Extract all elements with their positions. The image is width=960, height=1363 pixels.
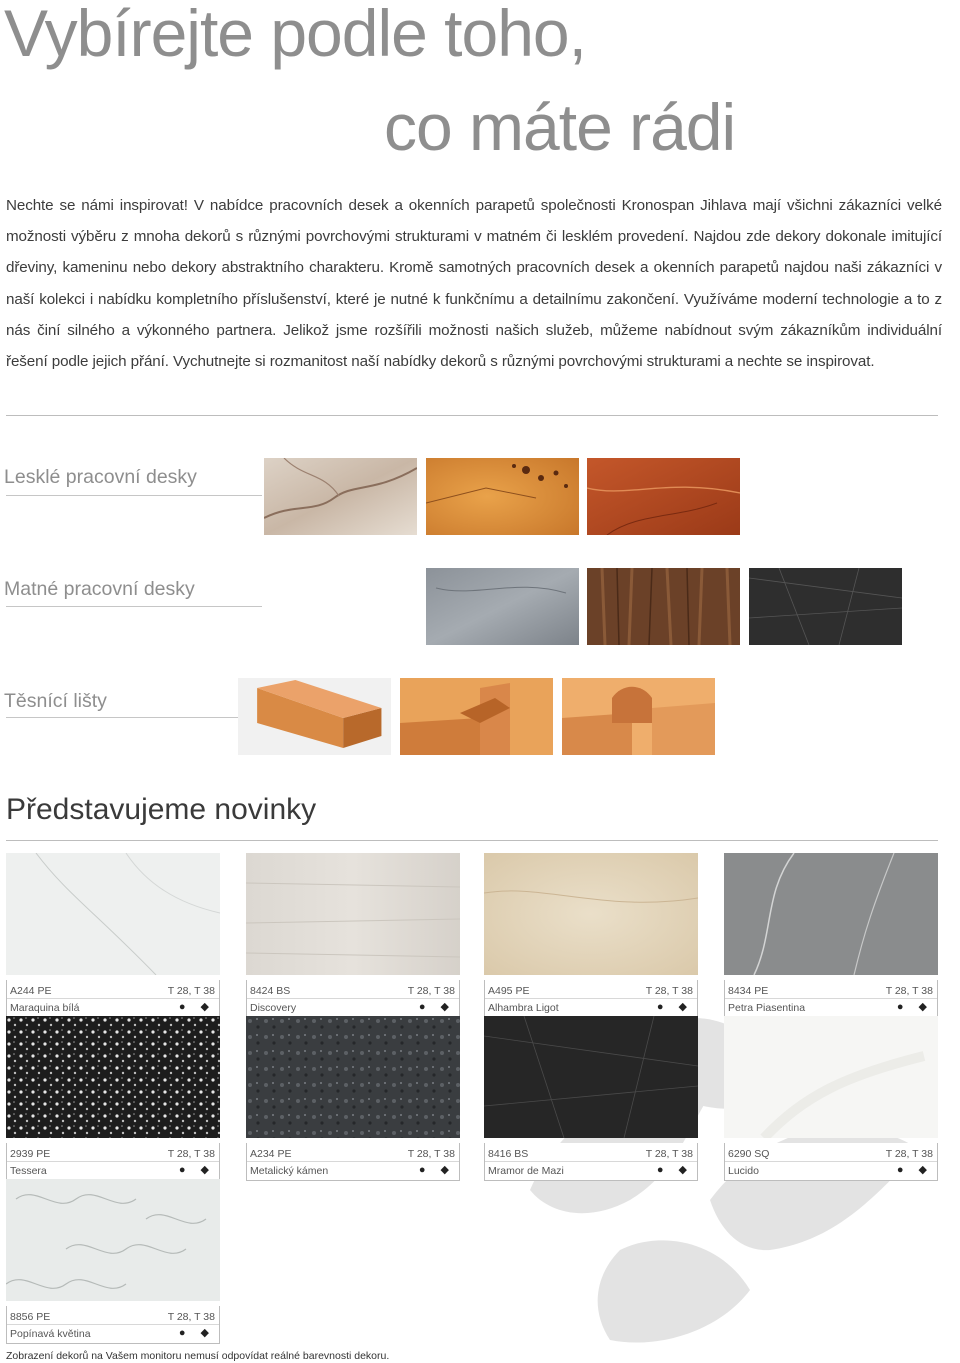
decor-name: Maraquina bílá bbox=[10, 1002, 80, 1014]
availability-symbols: ● ◆ bbox=[656, 1001, 693, 1013]
swatch-matte-slate bbox=[426, 568, 579, 645]
decor-name: Metalický kámen bbox=[250, 1165, 329, 1177]
decor-code: 8416 BS bbox=[488, 1148, 529, 1160]
page-title-line-2: co máte rádi bbox=[384, 90, 736, 164]
decor-thickness: T 28, T 38 bbox=[167, 985, 215, 997]
decor-image-maraquina bbox=[6, 853, 220, 975]
seal-strip-photo-2 bbox=[400, 678, 553, 755]
decor-thickness: T 28, T 38 bbox=[885, 1148, 933, 1160]
availability-symbols: ● ◆ bbox=[178, 1164, 215, 1176]
decor-name: Mramor de Mazi bbox=[488, 1165, 564, 1177]
decor-code: 6290 SQ bbox=[728, 1148, 770, 1160]
decor-tile bbox=[724, 853, 938, 1018]
availability-symbols: ● ◆ bbox=[656, 1164, 693, 1176]
decor-image-mramor bbox=[484, 1016, 698, 1138]
novinky-heading: Představujeme novinky bbox=[6, 793, 317, 826]
decor-tile bbox=[724, 1016, 938, 1181]
decor-tile bbox=[6, 1179, 220, 1344]
footnote: Zobrazení dekorů na Vašem monitoru nemusí odpovídat reálné barevnosti dekoru. bbox=[6, 1350, 390, 1362]
decor-tile bbox=[484, 853, 698, 1018]
decor-code: 8424 BS bbox=[250, 985, 291, 997]
decor-thickness: T 28, T 38 bbox=[407, 1148, 455, 1160]
decor-name: Lucido bbox=[728, 1165, 759, 1177]
availability-symbols: ● ◆ bbox=[896, 1001, 933, 1013]
decor-code: 2939 PE bbox=[10, 1148, 51, 1160]
section-divider bbox=[6, 415, 938, 416]
section-divider bbox=[6, 840, 938, 841]
decor-code: A234 PE bbox=[250, 1148, 292, 1160]
decor-image-discovery bbox=[246, 853, 460, 975]
decor-code: A244 PE bbox=[10, 985, 52, 997]
decor-name: Alhambra Ligot bbox=[488, 1002, 559, 1014]
decor-tile bbox=[246, 853, 460, 1018]
availability-symbols: ● ◆ bbox=[418, 1164, 455, 1176]
seal-strip-photo-1 bbox=[238, 678, 391, 755]
decor-name: Tessera bbox=[10, 1165, 47, 1177]
decor-name: Petra Piasentina bbox=[728, 1002, 806, 1014]
decor-thickness: T 28, T 38 bbox=[885, 985, 933, 997]
decor-image-popinava-kvetina bbox=[6, 1179, 220, 1301]
category-underline bbox=[6, 717, 262, 718]
category-label-seals: Těsnící lišty bbox=[4, 690, 107, 712]
intro-paragraph: Nechte se námi inspirovat! V nabídce pracovních desek a okenních parapetů společnosti Kronospan Jihlava mají všichni zákazníci velké možnosti výběru z mnoha dekorů s různými povrchovými strukturami v matném či lesklém provedení. Najdou zde dekory dokonale imitující dřeviny, kameninu nebo dekory abstraktního charakteru. Kromě samotných pracovních desek a okenních parapetů najdou naši zákazníci v naší kolekci i nabídku kompletního příslušenství, které je nutné k funkčnímu a detailnímu zakončení. Využíváme moderní technologie a to z nás činí silného a výkonného partnera. Jelikož jsme rozšířili možnosti našich služeb, můžeme nabídnout svým zákazníkům individuální řešení podle jejich přání. Vychutnejte si rozmanitost naší nabídky dekorů s různými povrchovými strukturami a nechte se inspirovat. bbox=[6, 197, 942, 371]
swatch-matte-dark-stone bbox=[749, 568, 902, 645]
decor-tile bbox=[6, 853, 220, 1018]
availability-symbols: ● ◆ bbox=[418, 1001, 455, 1013]
category-underline bbox=[6, 495, 262, 496]
decor-thickness: T 28, T 38 bbox=[645, 1148, 693, 1160]
decor-thickness: T 28, T 38 bbox=[645, 985, 693, 997]
decor-thickness: T 28, T 38 bbox=[407, 985, 455, 997]
decor-image-lucido bbox=[724, 1016, 938, 1138]
availability-symbols: ● ◆ bbox=[178, 1001, 215, 1013]
seal-strip-photo-3 bbox=[562, 678, 715, 755]
decor-image-alhambra bbox=[484, 853, 698, 975]
availability-symbols: ● ◆ bbox=[178, 1327, 215, 1339]
decor-code: 8434 PE bbox=[728, 985, 769, 997]
decor-code: 8856 PE bbox=[10, 1311, 51, 1323]
category-underline bbox=[6, 606, 262, 607]
decor-tile bbox=[246, 1016, 460, 1181]
swatch-glossy-rust bbox=[587, 458, 740, 535]
decor-name: Popínavá květina bbox=[10, 1328, 91, 1340]
decor-image-petra bbox=[724, 853, 938, 975]
availability-symbols: ● ◆ bbox=[896, 1164, 933, 1176]
decor-tile bbox=[484, 1016, 698, 1181]
decor-thickness: T 28, T 38 bbox=[167, 1311, 215, 1323]
swatch-glossy-amber-stone bbox=[426, 458, 579, 535]
decor-thickness: T 28, T 38 bbox=[167, 1148, 215, 1160]
page-title-line-1: Vybírejte podle toho, bbox=[4, 0, 586, 70]
decor-code: A495 PE bbox=[488, 985, 530, 997]
swatch-glossy-marble bbox=[264, 458, 417, 535]
swatch-matte-walnut bbox=[587, 568, 740, 645]
decor-image-metalicky-kamen bbox=[246, 1016, 460, 1138]
decor-name: Discovery bbox=[250, 1002, 297, 1014]
decor-image-tessera bbox=[6, 1016, 220, 1138]
category-label-matte: Matné pracovní desky bbox=[4, 578, 195, 600]
decor-tile bbox=[6, 1016, 220, 1181]
category-label-glossy: Lesklé pracovní desky bbox=[4, 466, 197, 488]
